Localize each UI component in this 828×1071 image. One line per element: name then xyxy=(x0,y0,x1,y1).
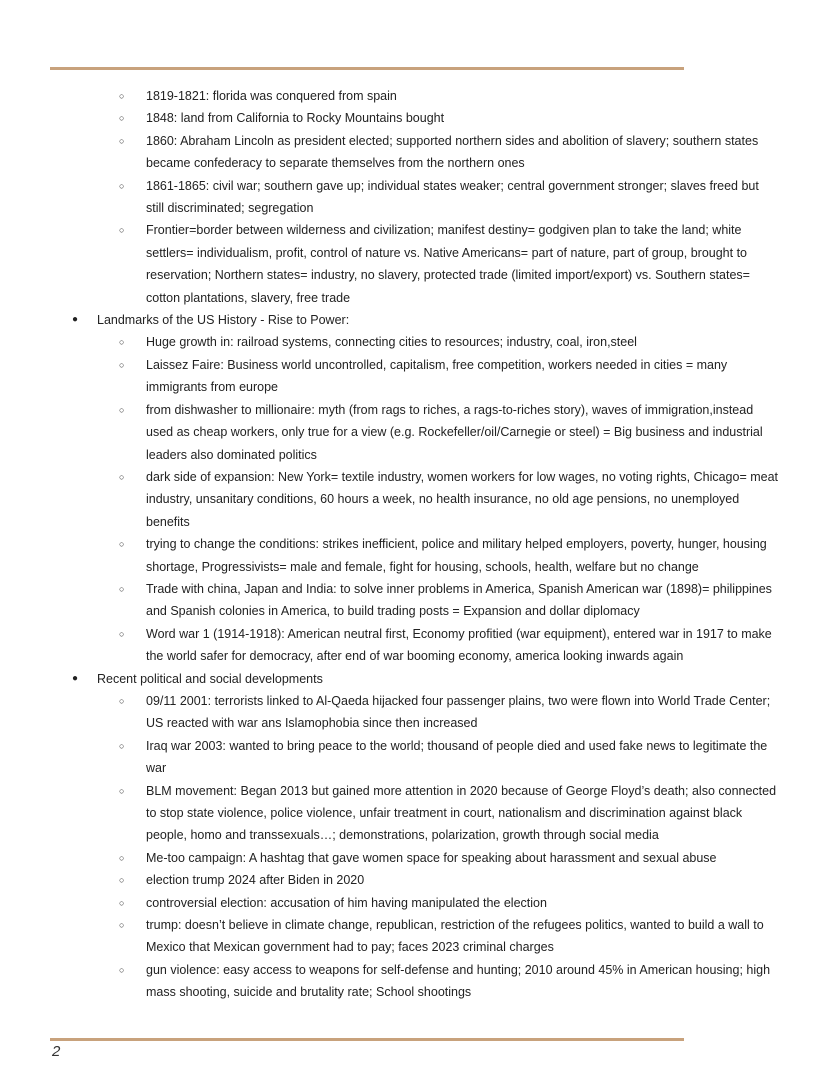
hollow-bullet-icon: ○ xyxy=(119,897,125,908)
hollow-bullet-icon: ○ xyxy=(119,135,125,146)
list-item-text: Huge growth in: railroad systems, connecting cities to resources; industry, coal, iron,steel xyxy=(146,335,637,350)
continued-items-list xyxy=(0,85,828,309)
list-item-text: Trade with china, Japan and India: to solve inner problems in America, Spanish American war (1898)= philippines and Spanish colonies in America, to build trading posts = Expansion and dollar diplomacy xyxy=(146,581,772,619)
hollow-bullet-icon: ○ xyxy=(119,628,125,639)
page-number: 2 xyxy=(52,1043,61,1060)
list-item xyxy=(0,399,828,466)
list-item-text: dark side of expansion: New York= textile industry, women workers for low wages, no voting rights, Chicago= meat industry, unsanitary conditions, 60 hours a week, no health insurance, no old age pensions, no unemployed benefits xyxy=(146,469,779,529)
list-item xyxy=(0,869,828,891)
list-item-text: controversial election: accusation of him having manipulated the election xyxy=(146,895,547,910)
hollow-bullet-icon: ○ xyxy=(119,337,125,348)
hollow-bullet-icon: ○ xyxy=(119,740,125,751)
section-heading-text: Recent political and social developments xyxy=(97,671,323,686)
filled-bullet-icon: ● xyxy=(72,672,79,684)
hollow-bullet-icon: ○ xyxy=(119,359,125,370)
hollow-bullet-icon: ○ xyxy=(119,852,125,863)
hollow-bullet-icon: ○ xyxy=(119,695,125,706)
hollow-bullet-icon: ○ xyxy=(119,225,125,236)
section-heading-rise-to-power xyxy=(0,309,828,331)
filled-bullet-icon: ● xyxy=(72,314,79,326)
list-item-text: 09/11 2001: terrorists linked to Al-Qaeda hijacked four passenger plains, two were flown into World Trade Center; US reacted with war ans Islamophobia since then increased xyxy=(146,693,771,731)
rise-to-power-list xyxy=(0,331,828,667)
list-item xyxy=(0,690,828,735)
list-item-text: Word war 1 (1914-1918): American neutral first, Economy profitied (war equipment), entered war in 1917 to make the world safer for democracy, after end of war booming economy, america looking inwards again xyxy=(146,626,772,664)
list-item-text: gun violence: easy access to weapons for self-defense and hunting; 2010 around 45% in American housing; high mass shooting, suicide and brutality rate; School shootings xyxy=(146,962,771,1000)
hollow-bullet-icon: ○ xyxy=(119,920,125,931)
document-body xyxy=(0,85,828,1004)
list-item xyxy=(0,130,828,175)
list-item-text: BLM movement: Began 2013 but gained more attention in 2020 because of George Floyd’s death; also connected to stop state violence, police violence, unfair treatment in court, nationalism and discrimination against black people, homo and transsexuals…; demonstrations, polarization, growth through social media xyxy=(146,783,777,843)
list-item-text: Iraq war 2003: wanted to bring peace to the world; thousand of people died and used fake news to legitimate the war xyxy=(146,738,768,776)
list-item xyxy=(0,219,828,309)
footer-rule xyxy=(50,1038,684,1041)
list-item xyxy=(0,914,828,959)
list-item-text: 1848: land from California to Rocky Mountains bought xyxy=(146,111,445,126)
list-item xyxy=(0,623,828,668)
hollow-bullet-icon: ○ xyxy=(119,113,125,124)
hollow-bullet-icon: ○ xyxy=(119,875,125,886)
list-item xyxy=(0,533,828,578)
outline-list xyxy=(0,85,828,1004)
list-item-text: Frontier=border between wilderness and civilization; manifest destiny= godgiven plan to take the land; white settlers= individualism, profit, control of nature vs. Native Americans= part of nature, part of group, brought to reservation; Northern states= industry, no slavery, protected trade (limited import/export) vs. Southern states= cotton plantations, slavery, free trade xyxy=(146,223,750,305)
list-item-text: Me-too campaign: A hashtag that gave women space for speaking about harassment and sexual abuse xyxy=(146,850,717,865)
recent-developments-list xyxy=(0,690,828,1004)
list-item-text: trump: doesn’t believe in climate change, republican, restriction of the refugees politics, wanted to build a wall to Mexico that Mexican government had to pay; faces 2023 criminal charges xyxy=(146,918,764,955)
list-item xyxy=(0,892,828,914)
hollow-bullet-icon: ○ xyxy=(119,91,125,101)
continued-section xyxy=(0,85,828,309)
list-item-text: 1860: Abraham Lincoln as president elected; supported northern sides and abolition of slavery; southern states became confederacy to separate themselves from the northern ones xyxy=(146,133,759,171)
list-item xyxy=(0,107,828,129)
list-item xyxy=(0,466,828,533)
section-heading-recent-developments xyxy=(0,668,828,690)
list-item xyxy=(0,331,828,353)
list-item-text: election trump 2024 after Biden in 2020 xyxy=(146,873,365,888)
hollow-bullet-icon: ○ xyxy=(119,539,125,550)
hollow-bullet-icon: ○ xyxy=(119,785,125,796)
hollow-bullet-icon: ○ xyxy=(119,964,125,975)
section-recent-developments xyxy=(0,690,828,1004)
list-item xyxy=(0,959,828,1004)
list-item xyxy=(0,175,828,220)
list-item-text: from dishwasher to millionaire: myth (from rags to riches, a rags-to-riches story), waves of immigration,instead used as cheap workers, only true for a view (e.g. Rockefeller/oil/Carnegie or steel) = Big business and industrial leaders also dominated politics xyxy=(146,402,763,462)
list-item xyxy=(0,354,828,399)
list-item-text: trying to change the conditions: strikes inefficient, police and military helped employers, poverty, hunger, housing shortage, Progressivists= male and female, fight for housing, schools, health, welfare but no change xyxy=(146,537,767,574)
list-item xyxy=(0,780,828,847)
list-item xyxy=(0,578,828,623)
hollow-bullet-icon: ○ xyxy=(119,471,125,482)
section-heading-text: Landmarks of the US History - Rise to Power: xyxy=(97,313,350,328)
hollow-bullet-icon: ○ xyxy=(119,404,125,415)
list-item xyxy=(0,847,828,869)
list-item-text: 1819-1821: florida was conquered from spain xyxy=(146,89,397,103)
hollow-bullet-icon: ○ xyxy=(119,583,125,594)
list-item-text: 1861-1865: civil war; southern gave up; individual states weaker; central government stronger; slaves freed but still discriminated; segregation xyxy=(146,178,759,216)
hollow-bullet-icon: ○ xyxy=(119,180,125,191)
list-item xyxy=(0,735,828,780)
header-rule xyxy=(50,67,684,70)
list-item xyxy=(0,85,828,107)
section-rise-to-power xyxy=(0,331,828,667)
list-item-text: Laissez Faire: Business world uncontrolled, capitalism, free competition, workers needed in cities = many immigrants from europe xyxy=(146,357,728,395)
